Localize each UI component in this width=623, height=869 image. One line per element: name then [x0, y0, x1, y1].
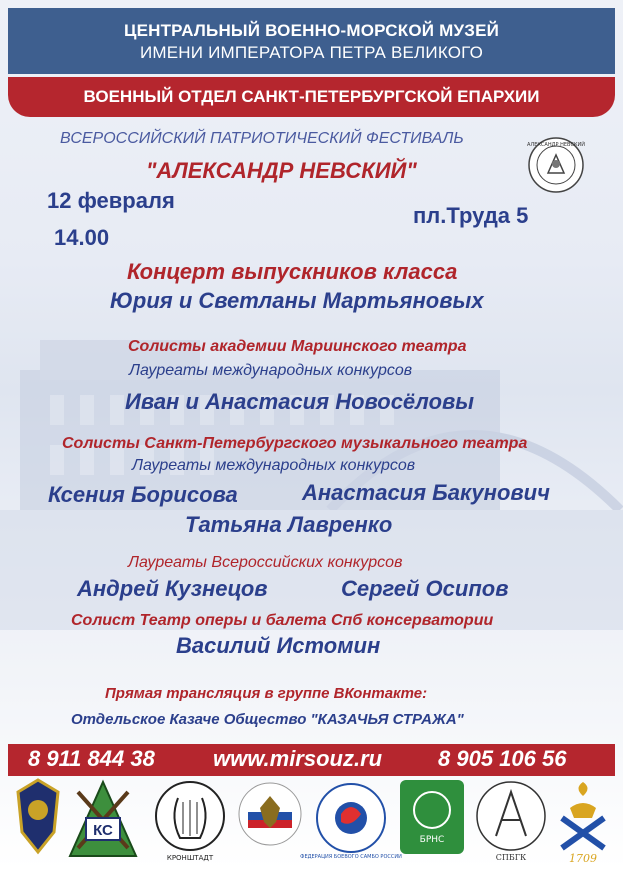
performer-kuznetsov: Андрей Кузнецов: [77, 576, 268, 601]
mariinsky-heading: Солисты академии Мариинского театра: [128, 338, 467, 355]
concert-title-line1: Концерт выпускников класса: [127, 259, 458, 284]
sambo-text: ФЕДЕРАЦИЯ БОЕВОГО САМБО РОССИИ: [300, 854, 402, 860]
year-text: 1709: [569, 852, 597, 865]
spb-theatre-heading: Солисты Санкт-Петербургского музыкального театра: [62, 435, 528, 452]
conservatory-heading: Солист Театр оперы и балета Спб консерватории: [71, 612, 494, 629]
nevsky-seal-text: АЛЕКСАНДР НЕВСКИЙ: [527, 142, 585, 148]
concert-title-line2: Юрия и Светланы Мартьяновых: [110, 288, 484, 313]
kronstadt-text: КРОНШТАДТ: [166, 854, 214, 862]
spbgk-text: СПБГК: [495, 853, 527, 862]
russian-eagle-logo: [236, 778, 304, 856]
novoselovy-names: Иван и Анастасия Новосёловы: [125, 389, 475, 414]
mariinsky-laureates: Лауреаты международных конкурсов: [129, 362, 413, 379]
combat-sambo-federation-logo: [300, 778, 402, 862]
event-time: 14.00: [54, 225, 110, 250]
festival-name: "АЛЕКСАНДР НЕВСКИЙ": [146, 158, 417, 183]
website-link[interactable]: www.mirsouz.ru: [213, 746, 383, 771]
conservatory-logo: [474, 778, 548, 862]
museum-name-line2: ИМЕНИ ИМПЕРАТОРА ПЕТРА ВЕЛИКОГО: [139, 43, 484, 62]
ks-text: КС: [93, 822, 113, 839]
performer-osipov: Сергей Осипов: [341, 576, 509, 601]
kronstadt-chapel-logo: [150, 778, 230, 862]
department-name: ВОЕННЫЙ ОТДЕЛ САНКТ-ПЕТЕРБУРГСКОЙ ЕПАРХИИ: [83, 87, 540, 106]
nevsky-seal-logo: [528, 137, 584, 193]
broadcast-line1: Прямая трансляция в группе ВКонтакте:: [105, 685, 428, 702]
event-date: 12 февраля: [47, 188, 175, 213]
contact-bar: [8, 744, 615, 776]
guard-badge-logo: [14, 778, 62, 856]
performer-borisova: Ксения Борисова: [48, 482, 238, 507]
performer-istomin: Василий Истомин: [176, 633, 381, 658]
museum-name-line1: ЦЕНТРАЛЬНЫЙ ВОЕННО-МОРСКОЙ МУЗЕЙ: [123, 21, 500, 40]
sponsor-logos-row: [0, 778, 623, 866]
department-header: [8, 77, 615, 117]
festival-subtitle: ВСЕРОССИЙСКИЙ ПАТРИОТИЧЕСКИЙ ФЕСТИВАЛЬ: [60, 130, 464, 147]
anniversary-1709-logo: [552, 778, 614, 864]
phone-1[interactable]: 8 911 844 38: [28, 746, 155, 771]
event-address: пл.Труда 5: [413, 203, 529, 228]
broadcast-line2: Отдельское Казаче Общество "КАЗАЧЬЯ СТРАЖА": [71, 711, 464, 728]
museum-header: [8, 8, 615, 74]
phone-2[interactable]: 8 905 106 56: [438, 746, 567, 771]
performer-bakunovich: Анастасия Бакунович: [302, 480, 550, 505]
spb-theatre-laureates: Лауреаты международных конкурсов: [132, 457, 416, 474]
russian-laureates: Лауреаты Всероссийских конкурсов: [128, 554, 403, 571]
brns-logo: [398, 778, 466, 856]
performer-lavrenko: Татьяна Лавренко: [185, 512, 393, 537]
ks-emblem-logo: [66, 778, 140, 862]
brns-text: БРНС: [419, 835, 445, 845]
